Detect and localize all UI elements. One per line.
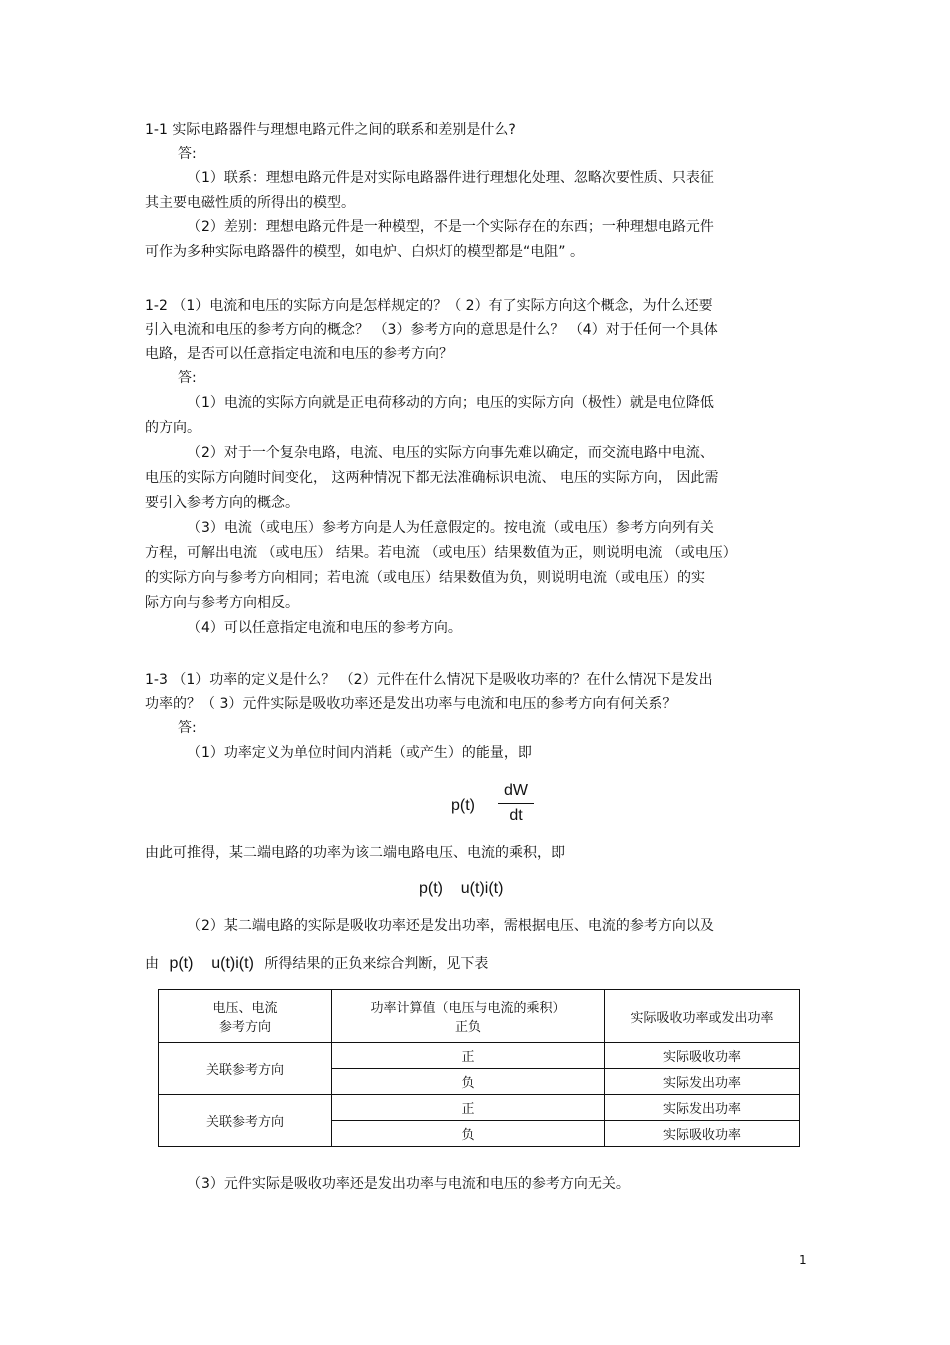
table-header-cell (159, 990, 332, 1043)
table-cell-result: 实际吸收功率 (605, 1043, 800, 1069)
header-line: 参考方向 (218, 1020, 271, 1035)
answer-text-inline-eq (145, 954, 488, 974)
table-cell-direction: 关联参考方向 (159, 1043, 332, 1095)
table-cell-sign: 正 (332, 1095, 605, 1121)
derivation-text: 由此可推得，某二端电路的功率为该二端电路电压、电流的乘积，即 (145, 845, 565, 861)
fraction-numerator: dW (504, 782, 528, 799)
inline-prefix: 由 (145, 956, 159, 972)
answer-text: 可作为多种实际电路器件的模型，如电炉、白炽灯的模型都是“电阻” 。 (145, 244, 584, 260)
fraction-denominator: dt (509, 807, 523, 824)
answer-text: 其主要电磁性质的所得出的模型。 (145, 195, 355, 211)
power-table (158, 989, 800, 1147)
equation-power-lhs: p(t) (451, 797, 475, 814)
answer-text: （2）差别：理想电路元件是一种模型，不是一个实际存在的东西；一种理想电路元件 (187, 219, 714, 235)
answer-text: 际方向与参考方向相反。 (145, 595, 299, 611)
answer-text: （2）某二端电路的实际是吸收功率还是发出功率，需根据电压、电流的参考方向以及 (187, 918, 714, 934)
answer-text: （3）电流（或电压）参考方向是人为任意假定的。按电流（或电压）参考方向列有关 (187, 520, 714, 536)
table-cell-result: 实际发出功率 (605, 1095, 800, 1121)
fraction-bar (498, 803, 534, 804)
inline-suffix: 所得结果的正负来综合判断，见下表 (264, 956, 489, 972)
table-header-cell: 实际吸收功率或发出功率 (605, 990, 800, 1043)
question-1-2: 1-2 （1）电流和电压的实际方向是怎样规定的？（ 2）有了实际方向这个概念，为什么还要 (145, 298, 713, 314)
table-cell-result: 实际吸收功率 (605, 1121, 800, 1147)
table-cell-result: 实际发出功率 (605, 1069, 800, 1095)
inline-equation: p(t) u(t)i(t) (169, 955, 254, 972)
question-1-2-cont: 引入电流和电压的参考方向的概念？ （3）参考方向的意思是什么？ （4）对于任何一个具体 (145, 322, 718, 338)
table-header-cell (332, 990, 605, 1043)
table-cell-direction: 关联参考方向 (159, 1095, 332, 1147)
answer-text: （1）功率定义为单位时间内消耗（或产生）的能量，即 (187, 745, 532, 761)
equation-power-product: p(t) u(t)i(t) (419, 880, 504, 897)
page-number: 1 (799, 1253, 807, 1267)
table-header-row (159, 990, 800, 1043)
question-1-3: 1-3 （1）功率的定义是什么？ （2）元件在什么情况下是吸收功率的？在什么情况下是发出 (145, 672, 713, 688)
answer-text: （1）联系：理想电路元件是对实际电路器件进行理想化处理、忽略次要性质、只表征 (187, 170, 714, 186)
answer-text: 的实际方向与参考方向相同；若电流（或电压）结果数值为负，则说明电流（或电压）的实 (145, 570, 705, 586)
answer-text: 的方向。 (145, 420, 201, 436)
question-1-1: 1-1 实际电路器件与理想电路元件之间的联系和差别是什么? (145, 122, 516, 138)
answer-text: 电压的实际方向随时间变化， 这两种情况下都无法准确标识电流、 电压的实际方向， 因此需 (145, 470, 719, 486)
question-1-3-cont: 功率的？（ 3）元件实际是吸收功率还是发出功率与电流和电压的参考方向有何关系？ (145, 696, 677, 712)
answer-text: 要引入参考方向的概念。 (145, 495, 299, 511)
header-line: 正负 (454, 1020, 481, 1035)
answer-text: （4）可以任意指定电流和电压的参考方向。 (187, 620, 462, 636)
header-line: 功率计算值（电压与电流的乘积） (370, 1001, 566, 1016)
question-1-2-cont: 电路，是否可以任意指定电流和电压的参考方向？ (145, 346, 453, 362)
header-line: 电压、电流 (212, 1001, 278, 1016)
answer-label: 答: (178, 370, 197, 386)
equation-fraction (498, 782, 534, 825)
table-cell-sign: 正 (332, 1043, 605, 1069)
table-cell-sign: 负 (332, 1121, 605, 1147)
table-cell-sign: 负 (332, 1069, 605, 1095)
answer-text: （2）对于一个复杂电路，电流、电压的实际方向事先难以确定，而交流电路中电流、 (187, 445, 714, 461)
table-row (159, 1095, 800, 1121)
table-row (159, 1043, 800, 1069)
answer-label: 答: (178, 146, 197, 162)
answer-text: （3）元件实际是吸收功率还是发出功率与电流和电压的参考方向无关。 (187, 1176, 630, 1192)
answer-text: 方程，可解出电流 （或电压） 结果。若电流 （或电压）结果数值为正，则说明电流 （或电压） (145, 545, 737, 561)
answer-label: 答: (178, 720, 197, 736)
answer-text: （1）电流的实际方向就是正电荷移动的方向；电压的实际方向（极性）就是电位降低 (187, 395, 714, 411)
